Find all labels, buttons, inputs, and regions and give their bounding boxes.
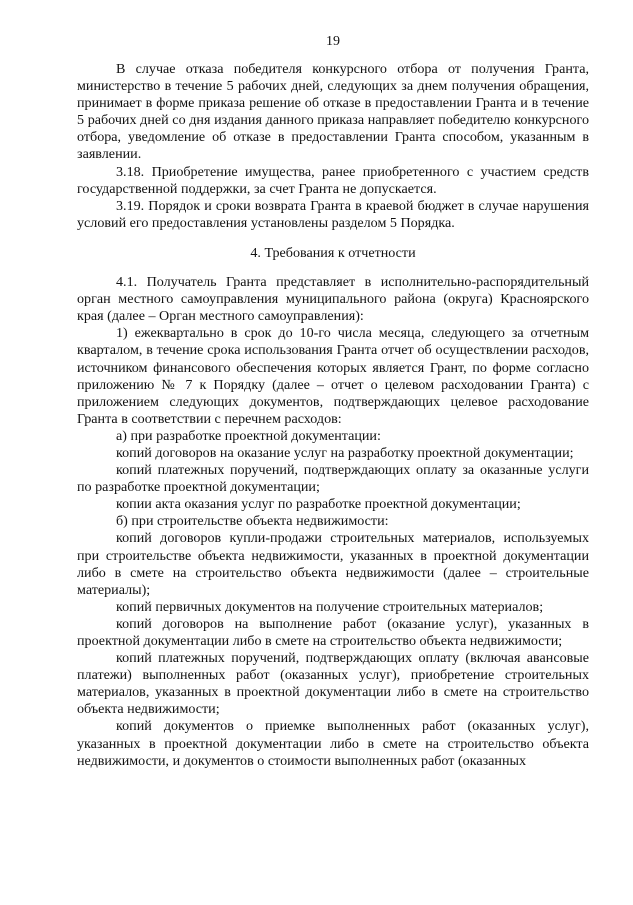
section-title: 4. Требования к отчетности	[250, 244, 416, 261]
paragraph-acceptance-docs: копий документов о приемке выполненных работ (оказанных услуг), указанных в проектной документации либо в смете на строительство объекта недвижимости, и документов о стоимости выполненных работ (оказанных	[77, 718, 589, 769]
paragraph-design-contracts: копий договоров на оказание услуг на разработку проектной документации;	[116, 444, 574, 461]
paragraph-4-1: 4.1. Получатель Гранта представляет в исполнительно-распорядительный орган местного самоуправления муниципального района (округа) Красноярского края (далее – Орган местного самоуправления):	[77, 274, 589, 325]
paragraph-quarterly-report: 1) ежеквартально в срок до 10-го числа месяца, следующего за отчетным кварталом, в течение срока использования Гранта отчет об осуществлении расходов, источником финансового обеспечения которых является Грант, по форме согласно приложению № 7 к Порядку (далее – отчет о целевом расходовании Гранта) с приложением следующих документов, подтверждающих целевое расходование Гранта в соответствии с перечнем расходов:	[77, 325, 589, 427]
paragraph-materials-primary-docs: копий первичных документов на получение строительных материалов;	[116, 598, 544, 615]
paragraph-design-act: копии акта оказания услуг по разработке проектной документации;	[116, 496, 521, 513]
paragraph-item-b: б) при строительстве объекта недвижимости:	[116, 513, 389, 530]
page-number: 19	[326, 34, 340, 49]
paragraph-3-18: 3.18. Приобретение имущества, ранее приобретенного с участием средств государственной поддержки, за счет Гранта не допускается.	[77, 163, 589, 197]
paragraph-works-payments: копий платежных поручений, подтверждающих оплату (включая авансовые платежи) выполненных работ (оказанных услуг), приобретение строительных материалов, указанных в проектной документации либо в смете на строительство объекта недвижимости;	[77, 650, 589, 718]
document-page	[77, 33, 589, 770]
paragraph-works-contracts: копий договоров на выполнение работ (оказание услуг), указанных в проектной документации либо в смете на строительство объекта недвижимости;	[77, 615, 589, 649]
paragraph-item-a: а) при разработке проектной документации:	[116, 427, 381, 444]
paragraph-3-19: 3.19. Порядок и сроки возврата Гранта в краевой бюджет в случае нарушения условий его предоставления установлены разделом 5 Порядка.	[77, 197, 589, 231]
paragraph-materials-contracts: копий договоров купли-продажи строительных материалов, используемых при строительстве объекта недвижимости, указанных в проектной документации либо в смете на строительство объекта недвижимости (далее – строительные материалы);	[77, 530, 589, 598]
paragraph-grant-refusal: В случае отказа победителя конкурсного отбора от получения Гранта, министерство в течение 5 рабочих дней, следующих за днем получения обращения, принимает в форме приказа решение об отказе в предоставлении Гранта и в течение 5 рабочих дней со дня издания данного приказа направляет победителю конкурсного отбора, уведомление об отказе в предоставлении Гранта способом, указанным в заявлении.	[77, 61, 589, 163]
paragraph-design-payments: копий платежных поручений, подтверждающих оплату за оказанные услуги по разработке проектной документации;	[77, 462, 589, 496]
